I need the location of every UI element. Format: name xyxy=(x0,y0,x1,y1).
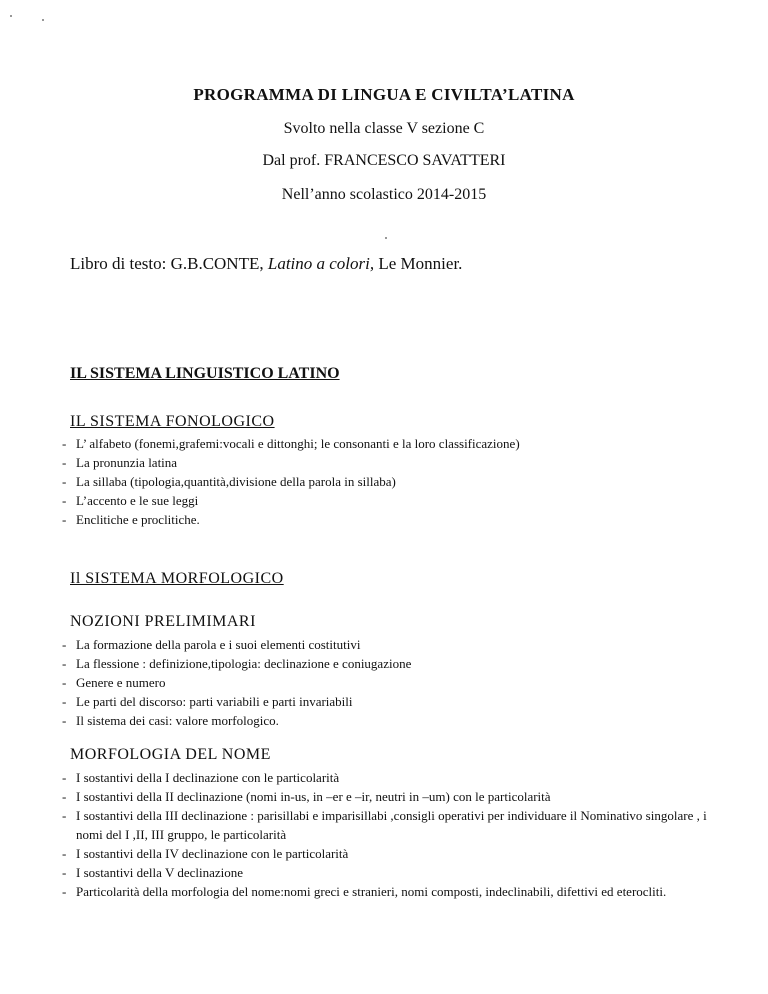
list-item: - I sostantivi della I declinazione con le particolarità xyxy=(62,768,722,787)
list-item: - I sostantivi della IV declinazione con le particolarità xyxy=(62,844,722,863)
scan-speck xyxy=(385,237,387,239)
section-heading-morfologico: Il SISTEMA MORFOLOGICO xyxy=(70,570,284,587)
list-item: - La sillaba (tipologia,quantità,divisione della parola in sillaba) xyxy=(62,472,722,491)
main-heading: IL SISTEMA LINGUISTICO LATINO xyxy=(70,365,340,382)
list-item: - I sostantivi della II declinazione (nomi in-us, in –er e –ir, neutri in –um) con le particolarità xyxy=(62,787,722,806)
textbook-prefix: Libro di testo: G.B.CONTE, xyxy=(70,254,268,273)
list-item: - Le parti del discorso: parti variabili e parti invariabili xyxy=(62,692,722,711)
list-item: - L’accento e le sue leggi xyxy=(62,491,722,510)
teacher-line: Dal prof. FRANCESCO SAVATTERI xyxy=(262,152,506,169)
class-line: Svolto nella classe V sezione C xyxy=(283,120,485,137)
list-nozioni xyxy=(62,635,722,730)
scan-speck xyxy=(10,15,12,17)
list-item: - Il sistema dei casi: valore morfologico. xyxy=(62,711,722,730)
list-item: - La formazione della parola e i suoi elementi costitutivi xyxy=(62,635,722,654)
document-title: PROGRAMMA DI LINGUA E CIVILTA’LATINA xyxy=(193,85,575,104)
list-item: - Particolarità della morfologia del nome:nomi greci e stranieri, nomi composti, indeclinabili, difettivi ed eterocliti. xyxy=(62,882,722,901)
list-item: - Genere e numero xyxy=(62,673,722,692)
list-item: - I sostantivi della III declinazione : parisillabi e imparisillabi ,consigli operativi per individuare il Nominativo singolare , i nomi del I ,II, III gruppo, le particolarità xyxy=(62,806,722,844)
list-item: - La pronunzia latina xyxy=(62,453,722,472)
textbook-publisher: Le Monnier. xyxy=(374,254,463,273)
scan-speck xyxy=(42,19,44,21)
textbook-line xyxy=(70,254,462,274)
section-heading-fonologico: IL SISTEMA FONOLOGICO xyxy=(70,413,275,430)
year-line: Nell’anno scolastico 2014-2015 xyxy=(281,186,487,203)
list-fonologico xyxy=(62,434,722,529)
list-nome xyxy=(62,768,722,901)
list-item: - L’ alfabeto (fonemi,grafemi:vocali e dittonghi; le consonanti e la loro classificazione) xyxy=(62,434,722,453)
section-heading-nome: MORFOLOGIA DEL NOME xyxy=(70,746,271,763)
list-item: - I sostantivi della V declinazione xyxy=(62,863,722,882)
list-item: - La flessione : definizione,tipologia: declinazione e coniugazione xyxy=(62,654,722,673)
textbook-title: Latino a colori, xyxy=(267,254,375,273)
list-item: - Enclitiche e proclitiche. xyxy=(62,510,722,529)
section-heading-nozioni: NOZIONI PRELIMIMARI xyxy=(70,613,256,630)
